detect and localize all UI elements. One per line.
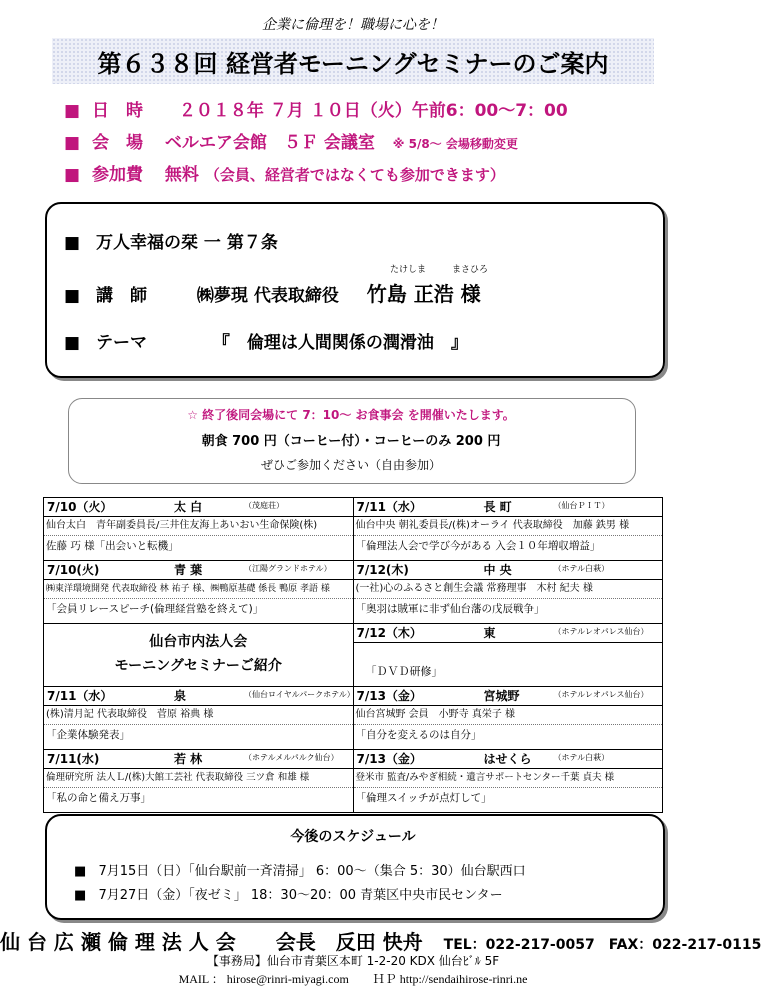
future-item-text: 7月15日（日）「仙台駅前一斉清掃」 6：00～（集合 5：30）仙台駅西口 [98, 864, 526, 879]
cell-topic: 「企業体験発表」 [46, 729, 130, 741]
cell-topic: 「ＤＶＤ研修」 [365, 665, 443, 678]
bullet-square-icon: ■ [64, 133, 81, 153]
cell-place: （仙台ロイヤルパークホテル） [244, 690, 355, 699]
speaker-ruby-2: まさひろ [452, 265, 489, 275]
cell-place: （仙台ＰＩＴ） [553, 501, 610, 510]
fee-label: 参加費 [91, 165, 143, 185]
fee-value: 無料 [164, 165, 199, 185]
cell-place: （ホテル白萩） [553, 753, 610, 762]
bullet-square-icon: ■ [74, 864, 87, 879]
schedule-cell-higashi [353, 624, 663, 687]
cell-speaker: 登米市 監査/みやぎ相続・遺言サポートセンター千葉 貞夫 様 [354, 769, 663, 788]
cell-place: （ホテルレオパレス仙台） [553, 690, 649, 699]
cell-name: 青 葉 [174, 563, 203, 577]
cell-name: 泉 [174, 689, 187, 703]
bullet-square-icon: ■ [64, 333, 81, 353]
cell-topic: 「奥羽は賊軍に非ず仙台藩の戊辰戦争」 [355, 603, 545, 615]
cell-date: 7/11（水） [356, 500, 422, 514]
cell-place: （ホテル白萩） [553, 564, 610, 573]
date-label: 日 時 [91, 101, 143, 121]
schedule-cell-taihaku [44, 498, 354, 561]
cell-speaker: 仙台太白 青年副委員長/三井住友海上あいおい生命保険(株) [44, 517, 353, 536]
info-date [64, 96, 568, 121]
meal-announce: ☆ 終了後同会場にて 7：10～ お食事会 を開催いたします。 [187, 408, 515, 422]
meal-price: 朝食 700 円（コーヒー付）・コーヒーのみ 200 円 [201, 434, 501, 449]
cell-date: 7/11（水） [47, 689, 113, 703]
cell-date: 7/11(水) [47, 752, 100, 766]
bullet-square-icon: ■ [64, 165, 81, 185]
tagline: 企業に倫理を！職場に心を！ [262, 17, 444, 33]
cell-date: 7/10（火） [47, 500, 113, 514]
schedule-cell-izumi [44, 687, 354, 750]
cell-name: 若 林 [174, 752, 203, 766]
speaker-name: 竹島 正浩 様 [366, 282, 481, 306]
cell-topic: 「自分を変えるのは自分」 [355, 729, 482, 741]
cell-date: 7/13（金） [356, 752, 422, 766]
schedule-intro-cell [44, 624, 354, 687]
speaker-ruby-1: たけしま [390, 265, 427, 275]
meal-invite: ぜひご参加ください（自由参加） [260, 458, 441, 472]
org-name: 仙 台 広 瀬 倫 理 法 人 会 会長 反田 快舟 [0, 930, 423, 954]
lecture-subject [64, 228, 278, 253]
speaker-company: ㈱夢現 代表取締役 [196, 286, 339, 306]
lecture-speaker [64, 278, 481, 307]
schedule-cell-aoba [44, 561, 354, 624]
intro-line-2: モーニングセミナーご紹介 [114, 658, 282, 674]
bullet-square-icon: ■ [64, 101, 81, 121]
cell-name: 東 [483, 626, 496, 640]
footer-org [0, 926, 761, 955]
page-title: 第６３８回 経営者モーニングセミナーのご案内 [97, 50, 609, 78]
cell-date: 7/10(火) [47, 563, 100, 577]
venue-note: ※ 5/8～ 会場移動変更 [392, 137, 518, 151]
bullet-square-icon: ■ [64, 233, 81, 253]
schedule-cell-miyagino [353, 687, 663, 750]
footer-contact: MAIL ： hirose@rinri-miyagi.com ＨＰ http://sendaihirose-rinri.ne [178, 972, 528, 986]
cell-speaker: ㈱東洋環境開発 代表取締役 林 祐子 様、㈱鴨原基礎 係長 鴨原 孝語 様 [44, 580, 353, 599]
cell-date: 7/13（金） [356, 689, 422, 703]
schedule-cell-hasekura [353, 750, 663, 813]
schedule-cell-wakabayashi [44, 750, 354, 813]
intro-line-1: 仙台市内法人会 [149, 634, 248, 650]
bullet-square-icon: ■ [74, 888, 87, 903]
cell-name: 中 央 [483, 563, 512, 577]
future-item [74, 860, 526, 879]
cell-name: はせくら [483, 752, 532, 766]
cell-topic: 「会員リレースピーチ(倫理経営塾を終えて)」 [46, 603, 264, 615]
cell-topic: 「倫理法人会で学び今がある 入会１０年増収増益」 [355, 540, 601, 552]
theme-label: テーマ [95, 333, 147, 353]
future-item [74, 884, 503, 903]
footer-office: 【事務局】仙台市青葉区本町 1-2-20 KDX 仙台ﾋﾞﾙ 5F [206, 954, 500, 968]
info-venue [64, 128, 518, 153]
cell-name: 宮城野 [483, 689, 520, 703]
cell-topic: 「私の命と備え万事」 [46, 792, 151, 804]
cell-date: 7/12(木) [356, 563, 409, 577]
lecture-theme [64, 328, 468, 353]
venue-value: ベルエア会館 ５Ｆ 会議室 [164, 133, 375, 153]
future-schedule-title: 今後のスケジュール [290, 829, 416, 845]
schedule-cell-chuo [353, 561, 663, 624]
cell-place: （江陽グランドホテル） [244, 564, 332, 573]
cell-name: 長 町 [483, 500, 512, 514]
date-value: ２０１８年 ７月 １０日（火）午前6：00～7：00 [178, 101, 568, 121]
schedule-cell-nagamachi [353, 498, 663, 561]
cell-speaker: 仙台宮城野 会員 小野寺 真栄子 様 [354, 706, 663, 725]
future-item-text: 7月27日（金）「夜ゼミ」 18：30～20：00 青葉区中央市民センター [98, 888, 503, 903]
cell-date: 7/12（木） [356, 626, 422, 640]
cell-speaker: (株)清月記 代表取締役 菅原 裕典 様 [44, 706, 353, 725]
cell-place: （ホテルレオパレス仙台） [553, 627, 649, 636]
cell-speaker: 仙台中央 朝礼委員長/(株)オーライ 代表取締役 加藤 鉄男 様 [354, 517, 663, 536]
bullet-square-icon: ■ [64, 286, 81, 306]
speaker-label: 講 師 [95, 286, 147, 306]
cell-speaker: (一社)心のふるさと創生会議 常務理事 木村 紀夫 様 [354, 580, 663, 599]
cell-speaker: 倫理研究所 法人Ｌ/(株)大館工芸社 代表取締役 三ツ倉 和雄 様 [44, 769, 353, 788]
cell-place: （ホテルメルパルク仙台） [244, 753, 339, 762]
cell-name: 太 白 [174, 500, 203, 514]
cell-place: （茂庭荘） [244, 501, 284, 510]
cell-topic: 「倫理スイッチが点灯して」 [355, 792, 492, 804]
org-phone: TEL：022-217-0057 FAX：022-217-0115 [443, 937, 761, 953]
fee-note: （会員、経営者ではなくても参加できます） [204, 166, 505, 184]
venue-label: 会 場 [91, 133, 143, 153]
schedule-table [43, 497, 663, 813]
theme-text: 『 倫理は人間関係の潤滑油 』 [212, 333, 468, 353]
cell-topic: 佐藤 巧 様「出会いと転機」 [46, 540, 179, 552]
info-fee [64, 160, 505, 185]
subject-text: 万人幸福の栞 一 第７条 [95, 233, 278, 253]
